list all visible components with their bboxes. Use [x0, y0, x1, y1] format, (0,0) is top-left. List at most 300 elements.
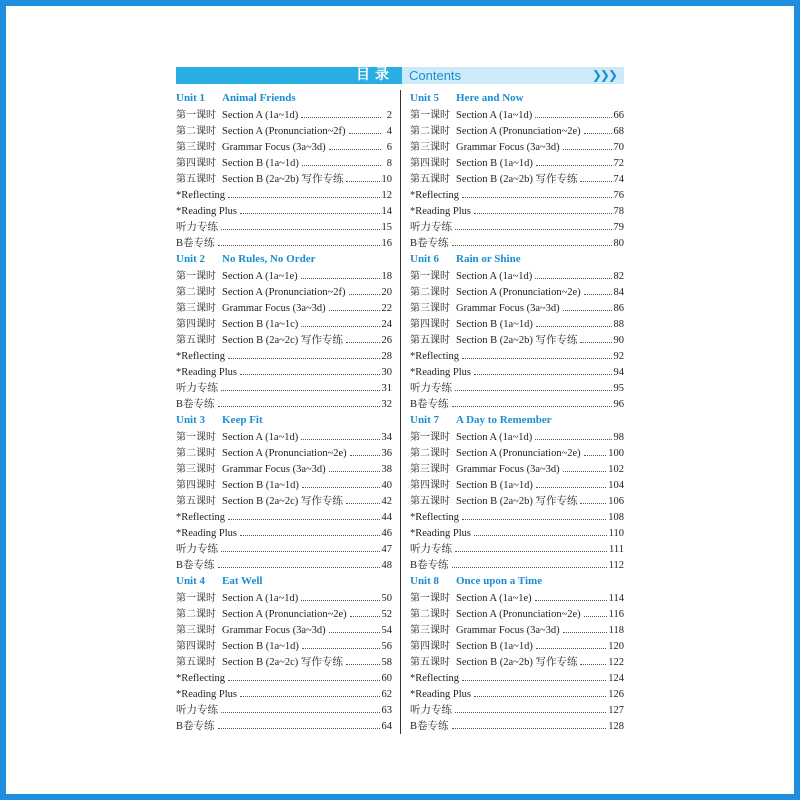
- toc-entry[interactable]: [176, 316, 392, 332]
- lesson-label: 第五课时: [410, 174, 450, 185]
- dot-leader: [350, 445, 380, 456]
- entry-text: *Reflecting: [410, 351, 459, 362]
- unit-number: Unit 7: [410, 414, 440, 426]
- unit-name: Keep Fit: [222, 414, 263, 426]
- dot-leader: [301, 590, 379, 601]
- toc-entry[interactable]: [176, 332, 392, 348]
- toc-entry[interactable]: [176, 203, 392, 219]
- dot-leader: [580, 493, 606, 504]
- toc-entry[interactable]: [410, 332, 624, 348]
- entry-text: 听力专练: [176, 222, 218, 233]
- unit-number: Unit 5: [410, 92, 440, 104]
- entry-text: Section B (2a~2b) 写作专练: [222, 174, 344, 185]
- page-number: 110: [608, 528, 624, 539]
- entry-text: Section B (1a~1c): [222, 319, 299, 330]
- page-number: 74: [613, 174, 624, 185]
- dot-leader: [240, 203, 380, 214]
- entry-text: Section A (1a~1d): [222, 593, 299, 604]
- dot-leader: [218, 718, 380, 729]
- entry-text: *Reading Plus: [176, 689, 237, 700]
- entry-text: 听力专练: [410, 705, 452, 716]
- unit-name: No Rules, No Order: [222, 253, 316, 265]
- toc-entry[interactable]: [176, 107, 392, 123]
- toc-entry[interactable]: [176, 509, 392, 525]
- entry-text: *Reading Plus: [410, 206, 471, 217]
- entry-text: Section A (1a~1d): [222, 432, 299, 443]
- toc-entry[interactable]: [410, 477, 624, 493]
- toc-entry[interactable]: [410, 461, 624, 477]
- unit-title: [410, 90, 624, 107]
- dot-leader: [452, 557, 607, 568]
- unit-number: Unit 6: [410, 253, 440, 265]
- entry-text: *Reflecting: [176, 351, 225, 362]
- page-number: 124: [608, 673, 624, 684]
- toc-entry[interactable]: [410, 493, 624, 509]
- toc-entry[interactable]: [176, 590, 392, 606]
- dot-leader: [580, 171, 611, 182]
- toc-entry[interactable]: [176, 429, 392, 445]
- toc-entry[interactable]: [176, 461, 392, 477]
- page-number: 14: [381, 206, 392, 217]
- page-number: 47: [381, 544, 392, 555]
- entry-text: B卷专练: [410, 560, 449, 571]
- toc-entry[interactable]: [410, 268, 624, 284]
- entry-text: B卷专练: [176, 560, 215, 571]
- toc-entry[interactable]: [176, 187, 392, 203]
- page-number: 42: [381, 496, 392, 507]
- toc-entry[interactable]: [410, 590, 624, 606]
- toc-entry[interactable]: [410, 171, 624, 187]
- dot-leader: [452, 396, 612, 407]
- page-number: 58: [381, 657, 392, 668]
- toc-entry[interactable]: [176, 477, 392, 493]
- dot-leader: [474, 686, 606, 697]
- toc-entry[interactable]: [410, 638, 624, 654]
- toc-entry[interactable]: [410, 107, 624, 123]
- lesson-label: 第四课时: [176, 641, 216, 652]
- contents-header: [176, 67, 624, 84]
- dot-leader: [218, 235, 380, 246]
- lesson-label: 第三课时: [410, 303, 450, 314]
- page-number: 56: [381, 641, 392, 652]
- toc-entry[interactable]: [176, 654, 392, 670]
- dot-leader: [452, 235, 612, 246]
- page-number: 46: [381, 528, 392, 539]
- dot-leader: [536, 316, 612, 327]
- page-number: 40: [381, 480, 392, 491]
- unit-section: [176, 90, 392, 251]
- dot-leader: [346, 654, 380, 665]
- unit-section: [410, 573, 624, 734]
- toc-entry[interactable]: [176, 686, 392, 702]
- toc-entry[interactable]: [176, 139, 392, 155]
- lesson-label: 第一课时: [176, 271, 216, 282]
- dot-leader: [584, 284, 612, 295]
- left-column: [176, 90, 392, 734]
- entry-text: Section B (2a~2c) 写作专练: [222, 657, 343, 668]
- page-number: 95: [613, 383, 624, 394]
- entry-text: 听力专练: [176, 705, 218, 716]
- toc-entry[interactable]: [410, 300, 624, 316]
- unit-title: [410, 251, 624, 268]
- dot-leader: [455, 541, 607, 552]
- entry-text: Section A (Pronunciation~2e): [456, 287, 581, 298]
- dot-leader: [329, 622, 380, 633]
- entry-text: *Reflecting: [410, 512, 459, 523]
- entry-text: B卷专练: [176, 721, 215, 732]
- dot-leader: [329, 461, 380, 472]
- dot-leader: [218, 396, 380, 407]
- dot-leader: [301, 268, 380, 279]
- toc-entry[interactable]: [176, 219, 392, 235]
- entry-text: Section A (1a~1e): [456, 593, 532, 604]
- page-number: 122: [608, 657, 624, 668]
- toc-entry[interactable]: [176, 364, 392, 380]
- unit-section: [410, 90, 624, 251]
- header-en-block: [402, 67, 624, 84]
- unit-title: [176, 90, 392, 107]
- page-number: 128: [608, 721, 624, 732]
- unit-section: [176, 412, 392, 573]
- toc-entry[interactable]: [176, 525, 392, 541]
- entry-text: Section A (Pronunciation~2f): [222, 126, 346, 137]
- dot-leader: [455, 702, 606, 713]
- dot-leader: [584, 445, 607, 456]
- page-number: 50: [381, 593, 392, 604]
- toc-entry[interactable]: [410, 235, 624, 251]
- lesson-label: 第四课时: [176, 480, 216, 491]
- lesson-label: 第二课时: [410, 609, 450, 620]
- page-number: 12: [381, 190, 392, 201]
- toc-entry[interactable]: [176, 396, 392, 412]
- dot-leader: [221, 380, 380, 391]
- toc-entry[interactable]: [176, 380, 392, 396]
- entry-text: Section A (Pronunciation~2e): [456, 448, 581, 459]
- lesson-label: 第四课时: [410, 158, 450, 169]
- dot-leader: [535, 268, 611, 279]
- toc-entry[interactable]: [176, 235, 392, 251]
- unit-title: [176, 412, 392, 429]
- toc-entry[interactable]: [176, 541, 392, 557]
- toc-entry[interactable]: [410, 219, 624, 235]
- toc-entry[interactable]: [410, 670, 624, 686]
- page-number: 26: [381, 335, 392, 346]
- toc-entry[interactable]: [410, 557, 624, 573]
- lesson-label: 第五课时: [176, 174, 216, 185]
- dot-leader: [536, 155, 612, 166]
- entry-text: Section B (1a~1d): [456, 158, 533, 169]
- dot-leader: [474, 364, 612, 375]
- unit-section: [410, 251, 624, 412]
- dot-leader: [349, 284, 380, 295]
- dot-leader: [535, 590, 607, 601]
- toc-entry[interactable]: [410, 187, 624, 203]
- toc-entry[interactable]: [410, 429, 624, 445]
- page-number: 20: [381, 287, 392, 298]
- header-cn-block: [176, 67, 402, 84]
- lesson-label: 第二课时: [410, 126, 450, 137]
- unit-name: Once upon a Time: [456, 575, 543, 587]
- toc-entry[interactable]: [176, 300, 392, 316]
- unit-title: [176, 251, 392, 268]
- lesson-label: 第三课时: [176, 625, 216, 636]
- dot-leader: [228, 509, 380, 520]
- unit-section: [410, 412, 624, 573]
- page-number: 52: [381, 609, 392, 620]
- page-number: 24: [381, 319, 392, 330]
- toc-entry[interactable]: [410, 364, 624, 380]
- lesson-label: 第二课时: [410, 448, 450, 459]
- page-number: 10: [381, 174, 392, 185]
- lesson-label: 第三课时: [410, 142, 450, 153]
- toc-entry[interactable]: [176, 171, 392, 187]
- entry-text: Section B (1a~1d): [222, 641, 299, 652]
- toc-entry[interactable]: [410, 509, 624, 525]
- toc-entry[interactable]: [176, 606, 392, 622]
- page-number: 92: [613, 351, 624, 362]
- entry-text: 听力专练: [410, 383, 452, 394]
- page-number: 6: [386, 142, 392, 153]
- dot-leader: [563, 461, 607, 472]
- page-number: 120: [608, 641, 624, 652]
- page-number: 108: [608, 512, 624, 523]
- toc-entry[interactable]: [410, 123, 624, 139]
- entry-text: Grammar Focus (3a~3d): [222, 142, 326, 153]
- toc-entry[interactable]: [176, 268, 392, 284]
- dot-leader: [474, 203, 612, 214]
- page-number: 15: [381, 222, 392, 233]
- page-number: 54: [381, 625, 392, 636]
- lesson-label: 第一课时: [176, 432, 216, 443]
- toc-entry[interactable]: [410, 622, 624, 638]
- entry-text: 听力专练: [176, 544, 218, 555]
- page-number: 66: [613, 110, 624, 121]
- entry-text: Section A (1a~1d): [456, 110, 533, 121]
- dot-leader: [221, 219, 380, 230]
- entry-text: *Reflecting: [176, 190, 225, 201]
- lesson-label: 第四课时: [410, 641, 450, 652]
- page-number: 22: [381, 303, 392, 314]
- toc-entry[interactable]: [410, 525, 624, 541]
- unit-name: Eat Well: [222, 575, 263, 587]
- entry-text: Section B (2a~2b) 写作专练: [456, 174, 578, 185]
- toc-entry[interactable]: [410, 380, 624, 396]
- right-column: [410, 90, 624, 734]
- lesson-label: 第二课时: [176, 287, 216, 298]
- entry-text: B卷专练: [410, 399, 449, 410]
- toc-entry[interactable]: [410, 606, 624, 622]
- dot-leader: [349, 123, 382, 134]
- toc-entry[interactable]: [410, 348, 624, 364]
- lesson-label: 第五课时: [176, 335, 216, 346]
- dot-leader: [455, 380, 612, 391]
- entry-text: Section B (2a~2b) 写作专练: [456, 335, 578, 346]
- header-title-en: Contents: [409, 68, 462, 83]
- toc-entry[interactable]: [176, 445, 392, 461]
- page-number: 4: [386, 126, 392, 137]
- page-number: 32: [381, 399, 392, 410]
- page-number: 2: [386, 110, 392, 121]
- unit-name: Here and Now: [456, 92, 524, 104]
- toc-entry[interactable]: [176, 670, 392, 686]
- toc-entry[interactable]: [410, 445, 624, 461]
- page-number: 76: [613, 190, 624, 201]
- entry-text: Section B (2a~2b) 写作专练: [456, 496, 578, 507]
- dot-leader: [228, 348, 380, 359]
- entry-text: Grammar Focus (3a~3d): [456, 464, 560, 475]
- entry-text: Grammar Focus (3a~3d): [222, 303, 326, 314]
- page-number: 28: [381, 351, 392, 362]
- toc-entry[interactable]: [410, 702, 624, 718]
- toc-entry[interactable]: [176, 493, 392, 509]
- page-number: 8: [386, 158, 392, 169]
- unit-name: Rain or Shine: [456, 253, 521, 265]
- entry-text: Section A (Pronunciation~2e): [222, 448, 347, 459]
- page-number: 116: [608, 609, 624, 620]
- page-number: 126: [608, 689, 624, 700]
- lesson-label: 第五课时: [176, 496, 216, 507]
- dot-leader: [563, 622, 607, 633]
- unit-number: Unit 8: [410, 575, 440, 587]
- toc-entry[interactable]: [410, 396, 624, 412]
- entry-text: Grammar Focus (3a~3d): [456, 303, 560, 314]
- lesson-label: 第五课时: [410, 335, 450, 346]
- toc-entry[interactable]: [410, 203, 624, 219]
- dot-leader: [301, 107, 381, 118]
- entry-text: Section B (1a~1d): [456, 641, 533, 652]
- entry-text: Section A (Pronunciation~2e): [456, 609, 581, 620]
- dot-leader: [228, 187, 380, 198]
- page-number: 111: [609, 544, 624, 555]
- toc-entry[interactable]: [176, 638, 392, 654]
- entry-text: *Reading Plus: [176, 206, 237, 217]
- page-number: 118: [608, 625, 624, 636]
- page-number: 127: [608, 705, 624, 716]
- toc-entry[interactable]: [176, 718, 392, 734]
- unit-name: Animal Friends: [222, 92, 296, 104]
- unit-title: [410, 573, 624, 590]
- entry-text: 听力专练: [410, 544, 452, 555]
- page-number: 70: [613, 142, 624, 153]
- toc-entry[interactable]: [176, 557, 392, 573]
- page-number: 79: [613, 222, 624, 233]
- entry-text: Grammar Focus (3a~3d): [222, 625, 326, 636]
- toc-entry[interactable]: [410, 139, 624, 155]
- page-number: 96: [613, 399, 624, 410]
- unit-section: [176, 251, 392, 412]
- entry-text: Section A (Pronunciation~2e): [456, 126, 581, 137]
- lesson-label: 第一课时: [176, 593, 216, 604]
- page-number: 72: [613, 158, 624, 169]
- page-number: 62: [381, 689, 392, 700]
- lesson-label: 第五课时: [410, 657, 450, 668]
- dot-leader: [536, 638, 606, 649]
- toc-entry[interactable]: [176, 348, 392, 364]
- entry-text: *Reflecting: [176, 673, 225, 684]
- toc-entry[interactable]: [176, 702, 392, 718]
- page-number: 100: [608, 448, 624, 459]
- dot-leader: [584, 606, 607, 617]
- lesson-label: 第三课时: [410, 464, 450, 475]
- toc-entry[interactable]: [410, 718, 624, 734]
- toc-entry[interactable]: [176, 284, 392, 300]
- dot-leader: [221, 541, 380, 552]
- dot-leader: [462, 187, 612, 198]
- dot-leader: [563, 300, 612, 311]
- dot-leader: [346, 332, 380, 343]
- dot-leader: [301, 429, 379, 440]
- entry-text: B卷专练: [410, 238, 449, 249]
- dot-leader: [462, 348, 612, 359]
- page-number: 102: [608, 464, 624, 475]
- unit-number: Unit 3: [176, 414, 206, 426]
- toc-entry[interactable]: [410, 316, 624, 332]
- entry-text: Section B (1a~1d): [222, 158, 299, 169]
- toc-entry[interactable]: [176, 123, 392, 139]
- page-number: 18: [381, 271, 392, 282]
- lesson-label: 第四课时: [176, 319, 216, 330]
- dot-leader: [452, 718, 607, 729]
- page-number: 64: [381, 721, 392, 732]
- lesson-label: 第三课时: [410, 625, 450, 636]
- lesson-label: 第五课时: [410, 496, 450, 507]
- dot-leader: [580, 332, 611, 343]
- page-number: 30: [381, 367, 392, 378]
- page-number: 44: [381, 512, 392, 523]
- toc-entry[interactable]: [176, 622, 392, 638]
- dot-leader: [535, 429, 611, 440]
- page-number: 88: [613, 319, 624, 330]
- lesson-label: 第一课时: [410, 593, 450, 604]
- entry-text: 听力专练: [176, 383, 218, 394]
- page-number: 34: [381, 432, 392, 443]
- entry-text: *Reading Plus: [410, 367, 471, 378]
- unit-name: A Day to Remember: [456, 414, 552, 426]
- entry-text: Section A (1a~1e): [222, 271, 298, 282]
- entry-text: Section B (1a~1d): [456, 319, 533, 330]
- dot-leader: [302, 155, 381, 166]
- page-number: 78: [613, 206, 624, 217]
- toc-entry[interactable]: [410, 155, 624, 171]
- header-title-cn: 目录: [356, 67, 394, 83]
- entry-text: Section A (Pronunciation~2f): [222, 287, 346, 298]
- lesson-label: 第二课时: [176, 126, 216, 137]
- page-number: 48: [381, 560, 392, 571]
- entry-text: Section A (1a~1d): [456, 271, 533, 282]
- toc-entry[interactable]: [410, 654, 624, 670]
- toc-entry[interactable]: [410, 686, 624, 702]
- entry-text: B卷专练: [410, 721, 449, 732]
- dot-leader: [563, 139, 612, 150]
- lesson-label: 第三课时: [176, 142, 216, 153]
- page-number: 63: [381, 705, 392, 716]
- dot-leader: [474, 525, 607, 536]
- lesson-label: 第四课时: [176, 158, 216, 169]
- lesson-label: 第二课时: [176, 609, 216, 620]
- page-number: 82: [613, 271, 624, 282]
- page-number: 112: [608, 560, 624, 571]
- dot-leader: [240, 525, 380, 536]
- toc-entry[interactable]: [176, 155, 392, 171]
- entry-text: B卷专练: [176, 399, 215, 410]
- toc-entry[interactable]: [410, 284, 624, 300]
- toc-entry[interactable]: [410, 541, 624, 557]
- entry-text: *Reading Plus: [410, 689, 471, 700]
- entry-text: Section B (1a~1d): [456, 480, 533, 491]
- entry-text: Section B (2a~2c) 写作专练: [222, 496, 343, 507]
- chevron-right-icon: ❯❯❯: [591, 68, 616, 82]
- entry-text: Grammar Focus (3a~3d): [222, 464, 326, 475]
